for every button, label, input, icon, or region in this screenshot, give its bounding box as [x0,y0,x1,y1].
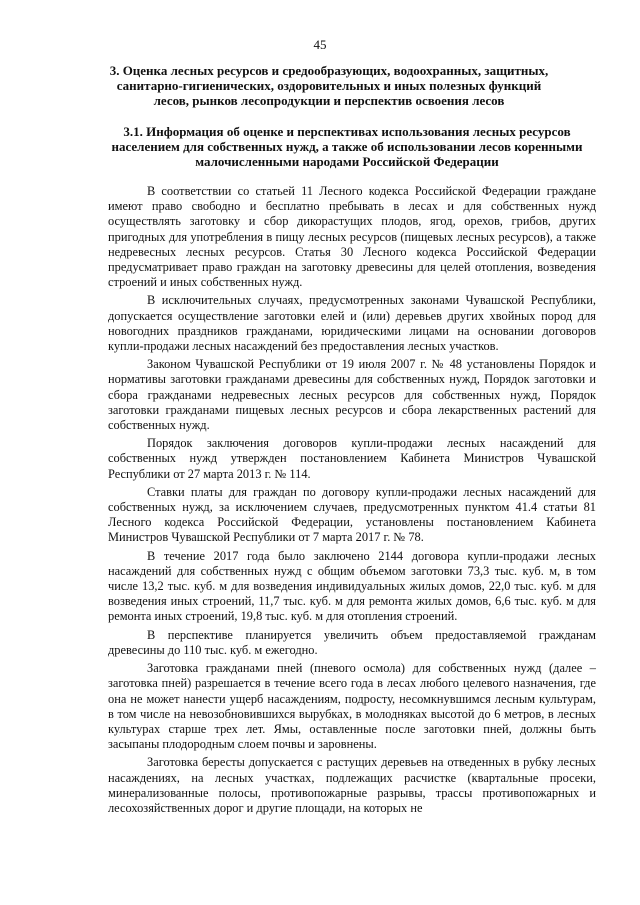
paragraph-new-year-trees: В исключительных случаях, предусмотренных законами Чувашской Республики, допускается осуществление заготовки елей и (или) деревьев других хвойных пород для новогодних праздников гражданами, юридическими лицами на основании договоров купли-продажи лесных насаждений без предоставления лесных участков. [108,293,596,354]
paragraph-contract-procedure: Порядок заключения договоров купли-продажи лесных насаждений для собственных нужд утвержден постановлением Кабинета Министров Чувашской Республики от 27 марта 2013 г. № 114. [108,436,596,481]
body-text [108,184,596,819]
subsection-heading: 3.1. Информация об оценке и перспективах использования лесных ресурсов населением для собственных нужд, а также об использовании лесов коренными малочисленными народами Российской Федерации [111,124,583,169]
paragraph-2017-contracts: В течение 2017 года было заключено 2144 договора купли-продажи лесных насаждений для собственных нужд с общим объемом заготовки 73,3 тыс. куб. м, в том числе 13,2 тыс. куб. м для возведения индивидуальных жилых домов, 22,0 тыс. куб. м для возведения иных строений, 11,7 тыс. куб. м для ремонта жилых домов, 6,6 тыс. куб. м для ремонта иных строений, 19,8 тыс. куб. м для отопления строений. [108,548,596,624]
paragraph-payment-rates: Ставки платы для граждан по договору купли-продажи лесных насаждений для собственных нужд, за исключением случаев, предусмотренных пунктом 41.4 статьи 81 Лесного кодекса Российской Федерации, установлены постановлением Кабинета Министров Чувашской Республики от 7 марта 2017 г. № 78. [108,484,596,545]
page-number: 45 [313,37,327,52]
paragraph-future-plans: В перспективе планируется увеличить объем предоставляемой гражданам древесины до 110 тыс. куб. м ежегодно. [108,627,596,657]
paragraph-birch-bark: Заготовка бересты допускается с растущих деревьев на отведенных в рубку лесных насаждениях, на лесных участках, подлежащих расчистке (квартальные просеки, минерализованные полосы, противопожарные разрывы, трассы противопожарных и лесохозяйственных дорог и другие площади, на которых не [108,755,596,815]
paragraph-forest-code-rights: В соответствии со статьей 11 Лесного кодекса Российской Федерации граждане имеют право свободно и бесплатно пребывать в лесах и для собственных нужд осуществлять заготовку и сбор дикорастущих плодов, ягод, орехов, грибов, других пригодных для употребления в пищу лесных ресурсов (пищевых лесных ресурсов), а также недревесных лесных ресурсов. Статья 30 Лесного кодекса Российской Федерации предусматривает право граждан на заготовку древесины для целей отопления, возведения строений и иных собственных нужд. [108,184,596,290]
paragraph-stump-harvesting: Заготовка гражданами пней (пневого осмола) для собственных нужд (далее – заготовка пней) разрешается в течение всего года в лесах любого целевого назначения, где она не может нанести ущерб насаждениям, подросту, несомкнувшимся лесным культурам, в том числе на невозобновившихся вырубках, в молодняках высотой до 6 метров, в лесных культурах старше трех лет. Ямы, оставленные после заготовки пней, должны быть засыпаны плодородным слоем почвы и заровнены. [108,661,596,752]
paragraph-law-48: Законом Чувашской Республики от 19 июля 2007 г. № 48 установлены Порядок и нормативы заготовки гражданами древесины для собственных нужд, Порядок заготовки и сбора гражданами недревесных лесных ресурсов для собственных нужд, Порядок заготовки гражданами пищевых лесных ресурсов и сбора лекарственных растений для собственных нужд. [108,357,596,433]
section-heading: 3. Оценка лесных ресурсов и средообразующих, водоохранных, защитных, санитарно-гигиенических, оздоровительных и иных полезных функций лесов, рынков лесопродукции и перспектив освоения лесов [109,63,549,108]
